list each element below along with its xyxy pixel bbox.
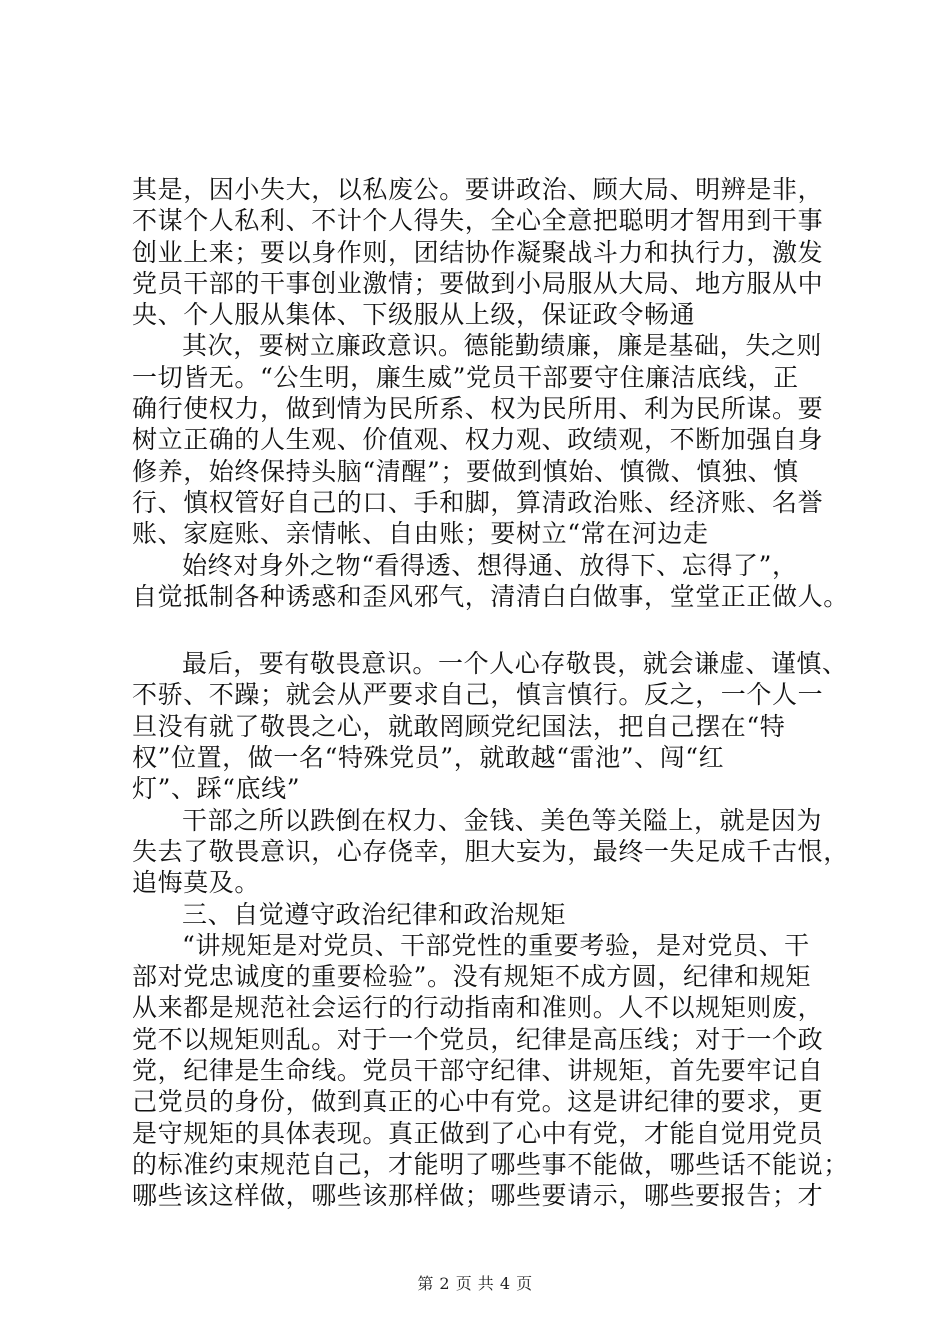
text-line: 树立正确的人生观、价值观、权力观、政绩观，不断加强自身 [132,425,824,455]
text-line: 干部之所以跌倒在权力、金钱、美色等关隘上，就是因为 [182,805,823,835]
text-line: 灯”、踩“底线” [132,774,301,804]
paragraph-gap [132,612,862,648]
text-line: 追悔莫及。 [132,868,261,898]
text-line: 党员干部的干事创业激情；要做到小局服从大局、地方服从中 [132,268,824,298]
text-line: 账、家庭账、亲情帐、自由账；要树立“常在河边走 [132,519,709,549]
text-line: 始终对身外之物“看得透、想得通、放得下、忘得了”， [182,550,798,580]
text-line: 旦没有就了敬畏之心，就敢罔顾党纪国法，把自己摆在“特 [132,711,786,741]
text-line: 创业上来；要以身作则，团结协作凝聚战斗力和执行力，激发 [132,237,824,267]
text-line: 其是，因小失大，以私废公。要讲政治、顾大局、明辨是非， [132,175,824,204]
text-line: 哪些该这样做，哪些该那样做；哪些要请示，哪些要报告；才 [132,1181,824,1211]
text-line: 一切皆无。“公生明，廉生威”党员干部要守住廉洁底线，正 [132,362,799,392]
text-line: 从来都是规范社会运行的行动指南和准则。人不以规矩则废， [132,993,824,1023]
text-line: 的标准约束规范自己，才能明了哪些事不能做，哪些话不能说； [132,1149,849,1179]
page-number-footer: 第 2 页 共 4 页 [417,1274,533,1293]
text-line: 其次，要树立廉政意识。德能勤绩廉，廉是基础，失之则 [182,331,823,361]
text-line: “讲规矩是对党员、干部党性的重要考验，是对党员、干 [182,930,810,960]
text-line: 是守规矩的具体表现。真正做到了心中有党，才能自觉用党员 [132,1118,824,1148]
section-heading: 三、自觉遵守政治纪律和政治规矩 [182,899,567,929]
text-line: 最后，要有敬畏意识。一个人心存敬畏，就会谦虚、谨慎、 [182,649,848,679]
text-line: 不谋个人私利、不计个人得失，全心全意把聪明才智用到干事 [132,206,824,236]
text-line: 己党员的身份，做到真正的心中有党。这是讲纪律的要求，更 [132,1087,824,1117]
text-line: 部对党忠诚度的重要检验”。没有规矩不成方圆，纪律和规矩 [132,962,811,992]
text-line: 不骄、不躁；就会从严要求自己，慎言慎行。反之，一个人一 [132,680,824,710]
text-line: 失去了敬畏意识，心存侥幸，胆大妄为，最终一失足成千古恨， [132,836,849,866]
text-line: 确行使权力，做到情为民所系、权为民所用、利为民所谋。要 [132,394,824,424]
text-line: 党不以规矩则乱。对于一个党员，纪律是高压线；对于一个政 [132,1024,824,1054]
text-line: 自觉抵制各种诱惑和歪风邪气，清清白白做事，堂堂正正做人。 [132,581,849,611]
text-line: 行、慎权管好自己的口、手和脚，算清政治账、经济账、名誉 [132,487,824,517]
text-line: 权”位置，做一名“特殊党员”，就敢越“雷池”、闯“红 [132,743,725,773]
text-line: 央、个人服从集体、下级服从上级，保证政令畅通 [132,300,696,330]
text-line: 党，纪律是生命线。党员干部守纪律、讲规矩，首先要牢记自 [132,1056,824,1086]
document-body [132,174,862,1212]
text-line: 修养，始终保持头脑“清醒”；要做到慎始、慎微、慎独、慎 [132,456,799,486]
